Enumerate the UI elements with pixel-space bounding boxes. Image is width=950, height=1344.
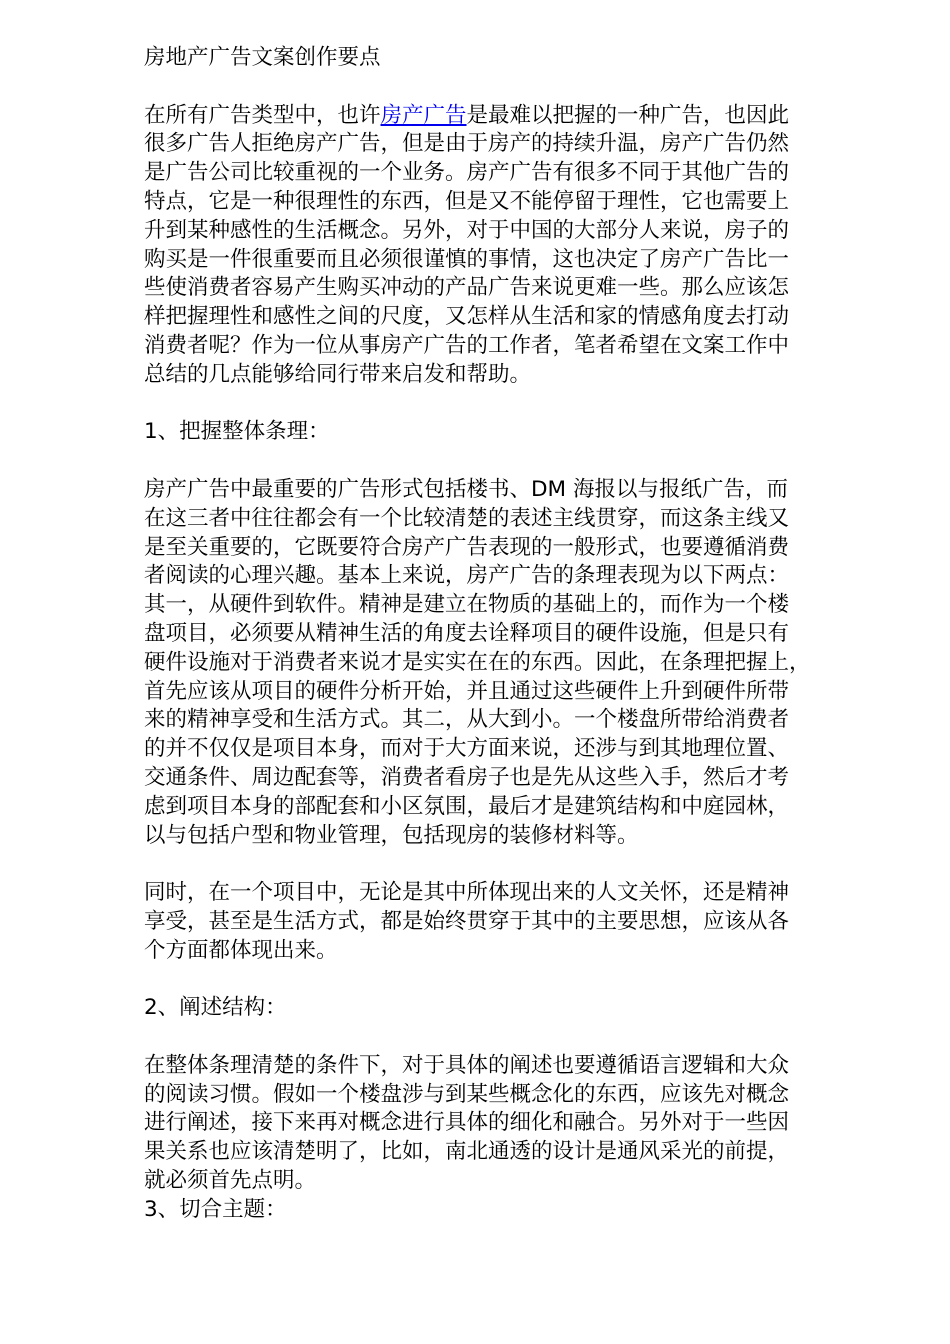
intro-line: 在所有广告类型中，也许房产广告是最难以把握的一种广告，也因此 xyxy=(144,102,790,128)
text-line: 以与包括户型和物业管理，包括现房的装修材料等。 xyxy=(144,822,639,848)
text-line: 首先应该从项目的硬件分析开始，并且通过这些硬件上升到硬件所带 xyxy=(144,678,790,704)
intro-paragraph xyxy=(144,102,884,390)
spacer xyxy=(144,447,884,476)
section-2-heading: 2、阐述结构： xyxy=(144,995,287,1021)
intro-line: 些使消费者容易产生购买冲动的产品广告来说更难一些。那么应该怎 xyxy=(144,275,790,301)
section-1b-paragraph xyxy=(144,879,884,965)
text-line: 交通条件、周边配套等，消费者看房子也是先从这些入手，然后才考 xyxy=(144,764,790,790)
intro-line: 购买是一件很重要而且必须很谨慎的事情，这也决定了房产广告比一 xyxy=(144,246,790,272)
intro-line: 特点，它是一种很理性的东西，但是又不能停留于理性，它也需要上 xyxy=(144,188,790,214)
intro-line: 升到某种感性的生活概念。另外，对于中国的大部分人来说，房子的 xyxy=(144,217,790,243)
intro-line: 很多广告人拒绝房产广告，但是由于房产的持续升温，房产广告仍然 xyxy=(144,131,790,157)
intro-line: 消费者呢？作为一位从事房产广告的工作者，笔者希望在文案工作中 xyxy=(144,332,790,358)
text-line: 盘项目，必须要从精神生活的角度去诠释项目的硬件设施，但是只有 xyxy=(144,620,790,646)
intro-line: 总结的几点能够给同行带来启发和帮助。 xyxy=(144,361,532,387)
text-line: 来的精神享受和生活方式。其二，从大到小。一个楼盘所带给消费者 xyxy=(144,707,790,733)
text-line: 果关系也应该清楚明了，比如，南北通透的设计是通风采光的前提， xyxy=(144,1139,790,1165)
intro-line: 是广告公司比较重视的一个业务。房产广告有很多不同于其他广告的 xyxy=(144,160,790,186)
text-line: 在这三者中往往都会有一个比较清楚的表述主线贯穿，而这条主线又 xyxy=(144,505,790,531)
spacer xyxy=(144,966,884,995)
section-2-paragraph xyxy=(144,1052,884,1196)
spacer xyxy=(144,390,884,419)
text-line: 硬件设施对于消费者来说才是实实在在的东西。因此，在条理把握上， xyxy=(144,649,811,675)
text-line: 在整体条理清楚的条件下，对于具体的阐述也要遵循语言逻辑和大众 xyxy=(144,1052,790,1078)
spacer xyxy=(144,1023,884,1052)
text-line: 的并不仅仅是项目本身，而对于大方面来说，还涉与到其地理位置、 xyxy=(144,736,790,762)
section-1-paragraph xyxy=(144,476,884,850)
section-1-heading: 1、把握整体条理： xyxy=(144,419,330,445)
section-3-heading: 3、切合主题： xyxy=(144,1196,287,1222)
document-title: 房地产广告文案创作要点 xyxy=(144,45,381,70)
text-line: 者阅读的心理兴趣。基本上来说，房产广告的条理表现为以下两点： xyxy=(144,563,790,589)
text-line: 是至关重要的，它既要符合房产广告表现的一般形式，也要遵循消费 xyxy=(144,534,790,560)
text-line: 虑到项目本身的部配套和小区氛围，最后才是建筑结构和中庭园林， xyxy=(144,793,790,819)
text-line: 进行阐述，接下来再对概念进行具体的细化和融合。另外对于一些因 xyxy=(144,1110,790,1136)
text-line: 就必须首先点明。 xyxy=(144,1168,317,1194)
text-line: 的阅读习惯。假如一个楼盘涉与到某些概念化的东西，应该先对概念 xyxy=(144,1081,790,1107)
intro-line: 样把握理性和感性之间的尺度，又怎样从生活和家的情感角度去打动 xyxy=(144,304,790,330)
text-line: 个方面都体现出来。 xyxy=(144,937,338,963)
text-line: 同时，在一个项目中，无论是其中所体现出来的人文关怀，还是精神 xyxy=(144,880,790,906)
text-line: 享受，甚至是生活方式，都是始终贯穿于其中的主要思想，应该从各 xyxy=(144,908,790,934)
real-estate-ad-link[interactable]: 房产广告 xyxy=(380,102,467,128)
spacer xyxy=(144,73,884,102)
text-line: 房产广告中最重要的广告形式包括楼书、DM 海报以与报纸广告，而 xyxy=(144,476,788,502)
spacer xyxy=(144,850,884,879)
text-line: 其一，从硬件到软件。精神是建立在物质的基础上的，而作为一个楼 xyxy=(144,592,790,618)
document-page xyxy=(144,44,884,1225)
